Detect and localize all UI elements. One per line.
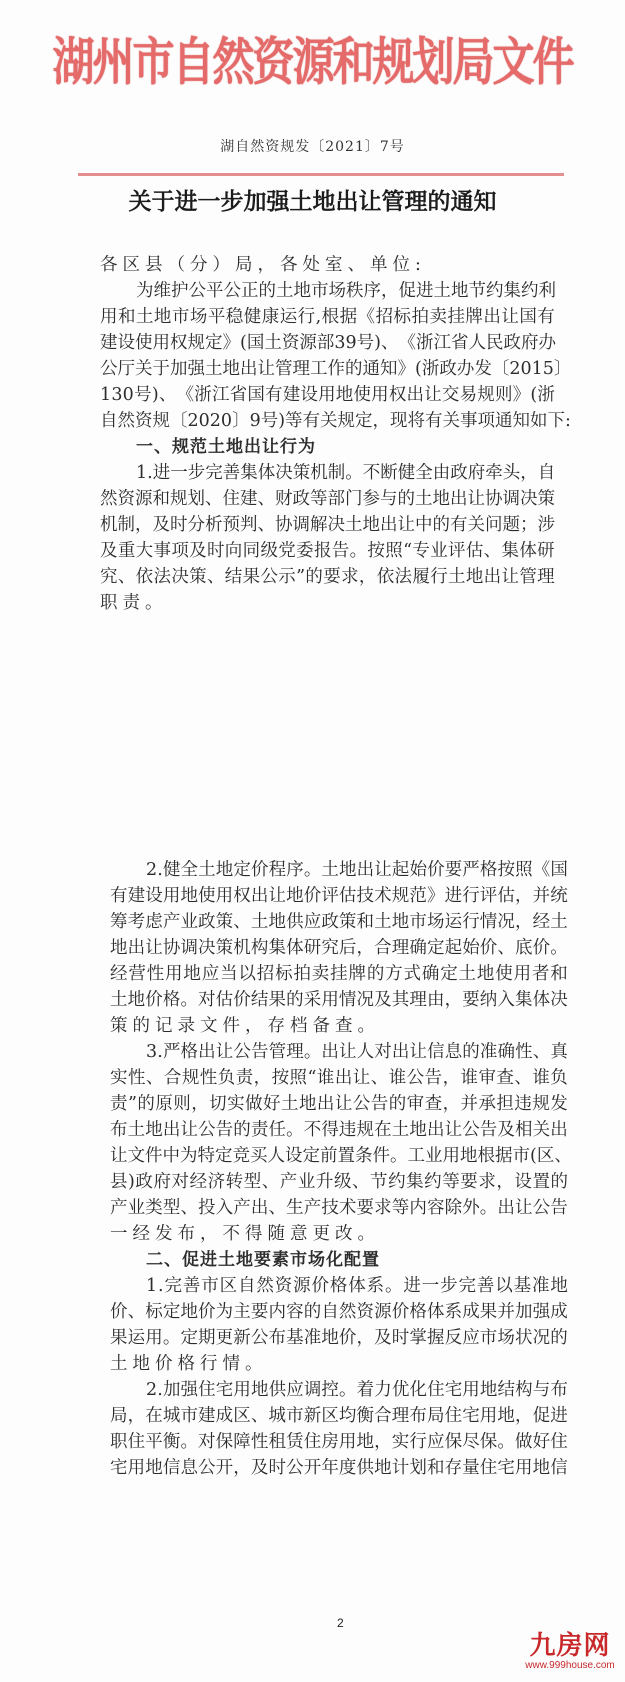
text-line: 究 、 依 法 决 策 、 结 果 公 示 ” 的 要 求 ， 依 法 履 行 土 地 出 让 管 理 (100, 567, 555, 587)
text-line: 建 设 使 用 权 规 定 》 ( 国 土 资 源 部 3 9 号 ) 、 《 浙 江 省 人 民 政 府 办 (100, 333, 556, 353)
text-line: 一经发布，不得随意更改。 (110, 1224, 380, 1244)
text-line: 为 维 护 公 平 公 正 的 土 地 市 场 秩 序 ， 促 进 土 地 节 约 集 约 利 (136, 281, 556, 301)
text-line: 2 . 加 强 住 宅 用 地 供 应 调 控 。 着 力 优 化 住 宅 用 地 结 构 与 布 (146, 1380, 568, 1400)
text-line: 策的记录文件，存档备查。 (110, 1016, 380, 1036)
section-heading: 二、促进土地要素市场化配置 (146, 1250, 380, 1270)
text-line: 产 业 类 型 、 投 入 产 出 、 生 产 技 术 要 求 等 内 容 除 外 。 出 让 公 告 (110, 1198, 568, 1218)
text-line: 1 3 0 号 ) 、 《 浙 江 省 国 有 建 设 用 地 使 用 权 出 让 交 易 规 则 》 ( 浙 (100, 385, 555, 405)
text-line: 各区县（分）局，各处室、单位: (100, 255, 426, 275)
text-line: 职 住 平 衡 。 对 保 障 性 租 赁 住 房 用 地 ， 实 行 应 保 尽 保 。 做 好 住 (110, 1432, 568, 1452)
document-title: 关于进一步加强土地出让管理的通知 (128, 188, 497, 215)
text-line: 让 文 件 中 为 特 定 竞 买 人 设 定 前 置 条 件 。 工 业 用 地 根 据 市 ( 区 、 (110, 1146, 572, 1166)
document-number: 湖自然资规发〔2021〕7号 (220, 139, 405, 155)
text-line: 有 建 设 用 地 使 用 权 出 让 地 价 评 估 技 术 规 范 》 进 行 评 估 ， 并 统 (110, 886, 568, 906)
text-line: 价 、 标 定 地 价 为 主 要 内 容 的 自 然 资 源 价 格 体 系 成 果 并 加 强 成 (110, 1302, 568, 1322)
text-line: 1 . 完 善 市 区 自 然 资 源 价 格 体 系 。 进 一 步 完 善 以 基 准 地 (146, 1276, 568, 1296)
page-number: 2 (337, 1616, 344, 1630)
watermark-logo-text: 九房网 (529, 1631, 611, 1661)
text-line: 2 . 健 全 土 地 定 价 程 序 。 土 地 出 让 起 始 价 要 严 格 按 照 《 国 (146, 860, 568, 880)
document-header: 湖州市自然资源和规划局文件 (52, 31, 573, 92)
text-line: 然 资 源 和 规 划 、 住 建 、 财 政 等 部 门 参 与 的 土 地 出 让 协 调 决 策 (100, 489, 555, 509)
text-line: 职责。 (100, 593, 168, 613)
body-section-1 (100, 252, 572, 616)
text-line: 果 运 用 。 定 期 更 新 公 布 基 准 地 价 ， 及 时 掌 握 反 应 市 场 状 况 的 (110, 1328, 568, 1348)
watermark-url: www.999house.com (525, 1660, 615, 1671)
text-line: 地 出 让 协 调 决 策 机 构 集 体 研 究 后 ， 合 理 确 定 起 始 价 、 底 价 。 (110, 938, 568, 958)
body-section-2 (110, 857, 572, 1481)
header-divider (78, 173, 564, 176)
text-line: 布 土 地 出 让 公 告 的 责 任 。 不 得 违 规 在 土 地 出 让 公 告 及 相 关 出 (110, 1120, 568, 1140)
text-line: 责 ” 的 原 则 ， 切 实 做 好 土 地 出 让 公 告 的 审 查 ， 并 承 担 违 规 发 (110, 1094, 568, 1114)
text-line: 机 制 ， 及 时 分 析 预 判 、 协 调 解 决 土 地 出 让 中 的 有 关 问 题 ； 涉 (100, 515, 555, 535)
section-heading: 一、规范土地出让行为 (136, 437, 316, 457)
text-line: 自 然 资 规 〔 2 0 2 0 〕 9 号 ) 等 有 关 规 定 ， 现 将 有 关 事 项 通 知 如 下 : (100, 411, 571, 431)
text-line: 土地价格行情。 (110, 1354, 268, 1374)
text-line: 经 营 性 用 地 应 当 以 招 标 拍 卖 挂 牌 的 方 式 确 定 土 地 使 用 者 和 (110, 964, 568, 984)
text-line: 筹 考 虑 产 业 政 策 、 土 地 供 应 政 策 和 土 地 市 场 运 行 情 况 ， 经 土 (110, 912, 568, 932)
text-line: 1 . 进 一 步 完 善 集 体 决 策 机 制 。 不 断 健 全 由 政 府 牵 头 ， 自 (136, 463, 556, 483)
text-line: 用 和 土 地 市 场 平 稳 健 康 运 行 , 根 据 《 招 标 拍 卖 挂 牌 出 让 国 有 (100, 307, 555, 327)
text-line: 及 重 大 事 项 及 时 向 同 级 党 委 报 告 。 按 照 “ 专 业 评 估 、 集 体 研 (100, 541, 555, 561)
text-line: 土 地 价 格 。 对 估 价 结 果 的 采 用 情 况 及 其 理 由 ， 要 纳 入 集 体 决 (110, 990, 568, 1010)
text-line: 公 厅 关 于 加 强 土 地 出 让 管 理 工 作 的 通 知 》 ( 浙 政 办 发 〔 2 0 1 5 〕 (100, 359, 572, 379)
text-line: 局 ， 在 城 市 建 成 区 、 城 市 新 区 均 衡 合 理 布 局 住 宅 用 地 ， 促 进 (110, 1406, 568, 1426)
text-line: 县 ) 政 府 对 经 济 转 型 、 产 业 升 级 、 节 约 集 约 等 要 求 ， 设 置 的 (110, 1172, 568, 1192)
text-line: 宅 用 地 信 息 公 开 ， 及 时 公 开 年 度 供 地 计 划 和 存 量 住 宅 用 地 信 (110, 1458, 568, 1478)
text-line: 3 . 严 格 出 让 公 告 管 理 。 出 让 人 对 出 让 信 息 的 准 确 性 、 真 (146, 1042, 568, 1062)
text-line: 实 性 、 合 规 性 负 责 ， 按 照 “ 谁 出 让 、 谁 公 告 ， 谁 审 查 、 谁 负 (110, 1068, 568, 1088)
watermark-logo (520, 1632, 620, 1672)
